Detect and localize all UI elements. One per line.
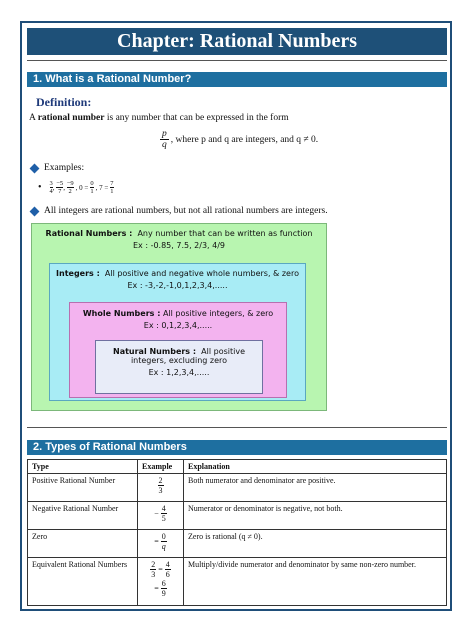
example-fraction: −9 2	[66, 180, 74, 195]
table-header-row	[28, 460, 447, 474]
example-fraction: $\frac{0}{1}$	[90, 180, 94, 195]
type-cell: Negative Rational Number	[28, 502, 138, 530]
examples-list: • 3 4 , −5 7 , −9 2 , 0 = $\frac{0}{1}$ , 7 = $\frac{7}{1}$	[38, 180, 114, 195]
type-cell: Equivalent Rational Numbers	[28, 558, 138, 606]
divider	[27, 427, 447, 428]
example-fraction: 3 4	[49, 180, 53, 195]
column-header: Example	[138, 460, 184, 474]
definition-text: A rational number is any number that can be expressed in the form	[29, 113, 289, 123]
table-row	[28, 558, 447, 606]
example-cell: − $\frac{4}{5}$	[138, 502, 184, 530]
explanation-cell: Zero is rational (q ≠ 0).	[184, 530, 447, 558]
explanation-cell: Multiply/divide numerator and denominator by same non-zero number.	[184, 558, 447, 606]
example-fraction: −5 7	[56, 180, 64, 195]
column-header: Explanation	[184, 460, 447, 474]
p-over-q-fraction: $\frac{p}{q}$	[162, 129, 167, 150]
integers-box: Integers : All positive and negative whole numbers, & zero Ex : -3,-2,-1,0,1,2,3,4,.....	[49, 263, 306, 401]
definition-label: Definition:	[36, 95, 92, 109]
example-fraction: $\frac{7}{1}$	[110, 180, 114, 195]
example-cell: 2 3	[138, 474, 184, 502]
natural-numbers-box: Natural Numbers : All positive integers, excluding zero Ex : 1,2,3,4,.....	[95, 340, 263, 394]
diamond-bullet-icon	[30, 206, 40, 216]
explanation-cell: Both numerator and denominator are positive.	[184, 474, 447, 502]
explanation-cell: Numerator or denominator is negative, not both.	[184, 502, 447, 530]
table-row	[28, 502, 447, 530]
examples-heading: Examples:	[31, 163, 84, 173]
section-2-heading: 2. Types of Rational Numbers	[27, 440, 447, 455]
whole-numbers-box: Whole Numbers : All positive integers, & zero Ex : 0,1,2,3,4,.....	[69, 302, 287, 398]
type-cell: Positive Rational Number	[28, 474, 138, 502]
section-1-heading: 1. What is a Rational Number?	[27, 72, 447, 87]
page-title: Chapter: Rational Numbers	[27, 28, 447, 55]
divider	[27, 60, 447, 61]
bullet-dot-icon: •	[38, 182, 42, 193]
column-header: Type	[28, 460, 138, 474]
table-row	[28, 474, 447, 502]
types-table	[27, 459, 447, 606]
integers-note: All integers are rational numbers, but not all rational numbers are integers.	[31, 206, 328, 216]
example-cell: = $\frac{0}{q}$	[138, 530, 184, 558]
diamond-bullet-icon	[30, 163, 40, 173]
definition-formula: $\frac{p}{q}$ , where p and q are integers, and q ≠ 0.	[162, 129, 319, 150]
table-row	[28, 530, 447, 558]
example-cell: $\frac{2}{3}$ = $\frac{4}{6}$ = $\frac{6}{9}$	[138, 558, 184, 606]
type-cell: Zero	[28, 530, 138, 558]
rational-numbers-box: Rational Numbers : Any number that can be written as function Ex : -0.85, 7.5, 2/3, 4/9	[31, 223, 327, 411]
